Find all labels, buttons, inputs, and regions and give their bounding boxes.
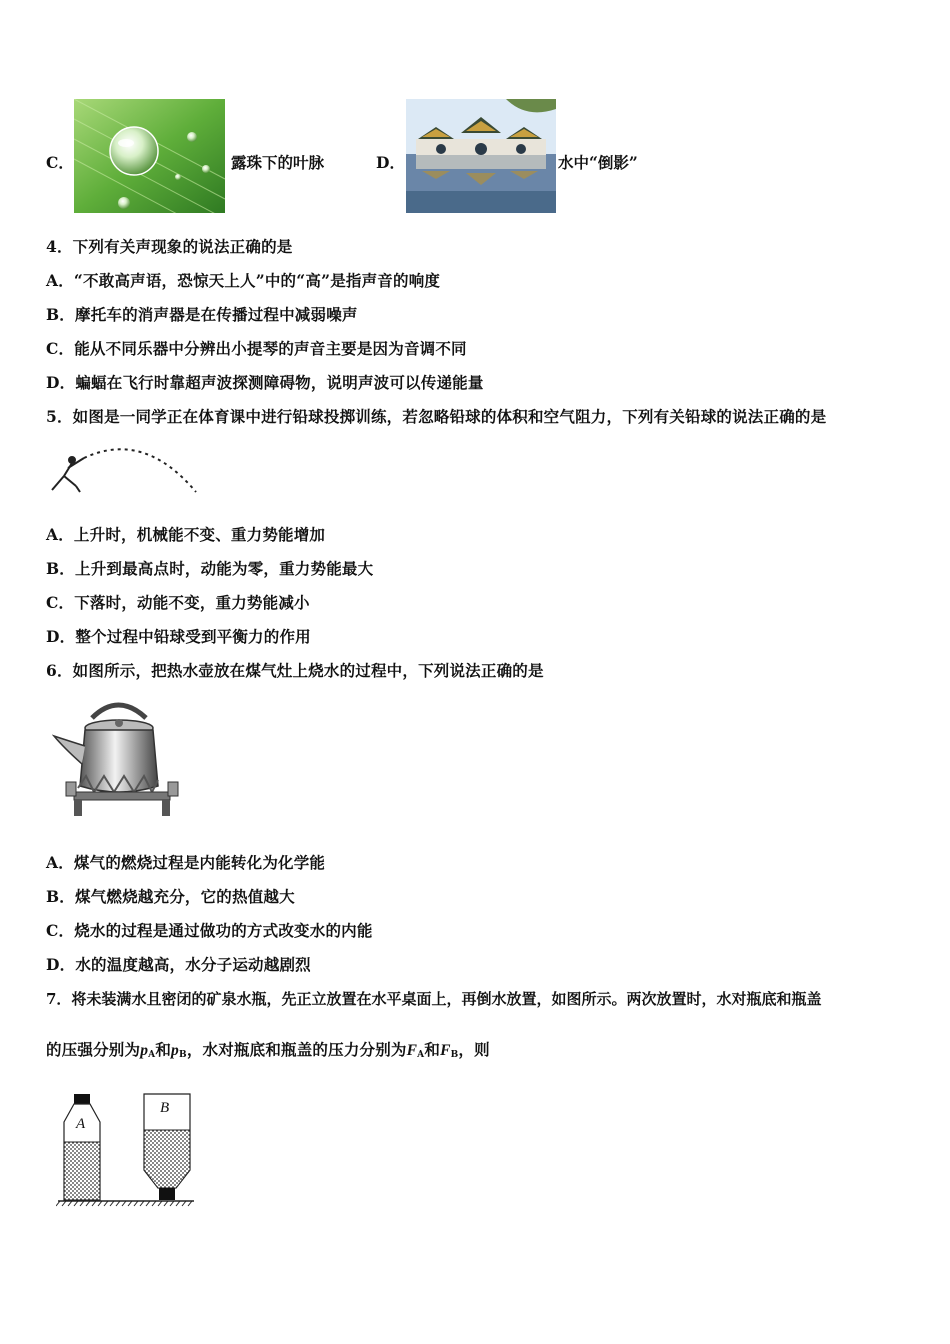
bottle-b-label: B: [160, 1100, 170, 1116]
q4-option-d: D．蝙蝠在飞行时靠超声波探测障碍物，说明声波可以传递能量: [46, 373, 484, 392]
q3-option-d-text: 水中“倒影”: [558, 153, 638, 172]
q6-option-d: D．水的温度越高，水分子运动越剧烈: [46, 955, 311, 974]
q4-option-a: A．“不敢高声语，恐惊天上人”中的“高”是指声音的响度: [46, 271, 441, 290]
q7-stem-line2: 的压强分别为$p_A$和$p_B$，水对瓶底和瓶盖的压力分别为$F_A$和$F_B$，则: [46, 1040, 490, 1060]
water-bottles-figure: [56, 1090, 196, 1208]
dew-leaf-photo: [74, 99, 225, 213]
q3-option-d-label: D．: [376, 153, 405, 172]
q4-option-b: B．摩托车的消声器是在传播过程中减弱噪声: [46, 305, 358, 324]
q6-option-c: C．烧水的过程是通过做功的方式改变水的内能: [46, 921, 373, 940]
kettle-on-stove-figure: [52, 696, 184, 818]
q3-option-c-text: 露珠下的叶脉: [231, 153, 325, 172]
q4-option-c: C．能从不同乐器中分辨出小提琴的声音主要是因为音调不同: [46, 339, 467, 358]
shot-put-figure: [44, 436, 204, 498]
bottle-a-label: A: [76, 1116, 86, 1132]
q7-stem-line1: 7．将未装满水且密闭的矿泉水瓶，先正立放置在水平桌面上，再倒水放置，如图所示。两次放置时，水对瓶底和瓶盖: [46, 990, 822, 1008]
q4-stem: 4．下列有关声现象的说法正确的是: [46, 237, 293, 256]
q5-option-d: D．整个过程中铅球受到平衡力的作用: [46, 627, 311, 646]
q5-option-a: A．上升时，机械能不变、重力势能增加: [46, 525, 326, 544]
q5-option-b: B．上升到最高点时，动能为零，重力势能最大: [46, 559, 374, 578]
q3-option-c-label: C．: [46, 153, 74, 172]
q6-option-b: B．煤气燃烧越充分，它的热值越大: [46, 887, 295, 906]
q5-stem: 5．如图是一同学正在体育课中进行铅球投掷训练，若忽略铅球的体积和空气阻力，下列有关铅球的说法正确的是: [46, 407, 827, 426]
q6-option-a: A．煤气的燃烧过程是内能转化为化学能: [46, 853, 326, 872]
q6-stem: 6．如图所示，把热水壶放在煤气灶上烧水的过程中，下列说法正确的是: [46, 661, 544, 680]
pavilion-reflection-photo: [406, 99, 556, 213]
q5-option-c: C．下落时，动能不变，重力势能减小: [46, 593, 310, 612]
